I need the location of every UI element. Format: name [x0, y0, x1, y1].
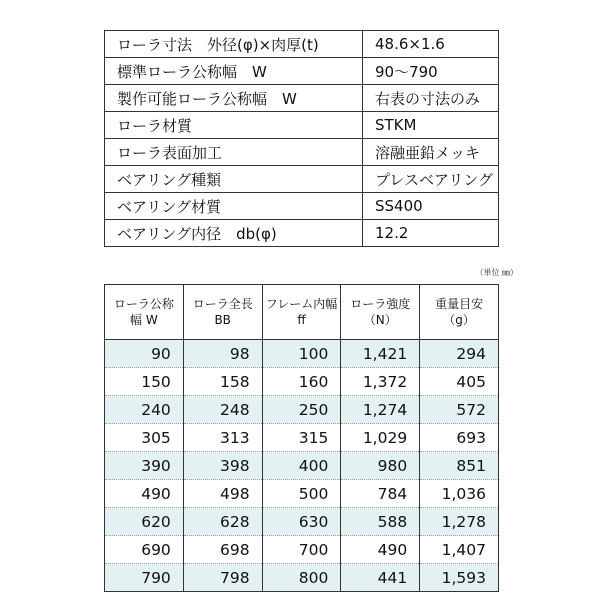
spec-value: SS400 — [363, 193, 499, 220]
column-header-line: ローラ強度 — [350, 297, 411, 311]
table-cell: 700 — [262, 536, 341, 564]
table-cell: 250 — [262, 396, 341, 424]
table-row — [105, 452, 499, 480]
spec-value: 48.6×1.6 — [363, 31, 499, 58]
table-cell: 790 — [105, 564, 184, 592]
spec-label: 標準ローラ公称幅 W — [105, 58, 363, 85]
spec-label: 製作可能ローラ公称幅 W — [105, 85, 363, 112]
spec-label: ローラ材質 — [105, 112, 363, 139]
spec-value: 12.2 — [363, 220, 499, 247]
table-cell: 1,274 — [341, 396, 420, 424]
column-header-line: ローラ公称 — [113, 297, 174, 311]
table-cell: 620 — [105, 508, 184, 536]
spec-row — [105, 220, 499, 247]
table-cell: 315 — [262, 424, 341, 452]
table-cell: 160 — [262, 368, 341, 396]
spec-label: ローラ表面加工 — [105, 139, 363, 166]
table-cell: 1,407 — [420, 536, 499, 564]
column-header — [262, 285, 341, 340]
spec-value: 90〜790 — [363, 58, 499, 85]
spec-value: プレスベアリング — [363, 166, 499, 193]
table-row — [105, 340, 499, 368]
table-cell: 294 — [420, 340, 499, 368]
column-header-line: （g） — [443, 313, 475, 327]
spec-value: 溶融亜鉛メッキ — [363, 139, 499, 166]
table-cell: 1,036 — [420, 480, 499, 508]
spec-label: ローラ寸法 外径(φ)×肉厚(t) — [105, 31, 363, 58]
column-header-line: ff — [297, 313, 306, 327]
column-header-line: BB — [214, 313, 231, 327]
table-cell: 248 — [183, 396, 262, 424]
table-cell: 980 — [341, 452, 420, 480]
column-header — [105, 285, 184, 340]
table-cell: 240 — [105, 396, 184, 424]
table-cell: 588 — [341, 508, 420, 536]
table-cell: 498 — [183, 480, 262, 508]
table-cell: 1,372 — [341, 368, 420, 396]
spec-row — [105, 166, 499, 193]
table-cell: 630 — [262, 508, 341, 536]
table-cell: 690 — [105, 536, 184, 564]
table-cell: 800 — [262, 564, 341, 592]
column-header — [341, 285, 420, 340]
table-cell: 628 — [183, 508, 262, 536]
spec-value: STKM — [363, 112, 499, 139]
header-row — [105, 285, 499, 340]
table-cell: 313 — [183, 424, 262, 452]
table-cell: 698 — [183, 536, 262, 564]
table-row — [105, 508, 499, 536]
table-cell: 693 — [420, 424, 499, 452]
table-row — [105, 368, 499, 396]
spec-row — [105, 112, 499, 139]
unit-note: （単位 ㎜） — [475, 268, 518, 277]
table-cell: 1,029 — [341, 424, 420, 452]
table-cell: 305 — [105, 424, 184, 452]
spec-row — [105, 31, 499, 58]
spec-table-body — [105, 31, 499, 247]
column-header-line: ローラ全長 — [192, 297, 253, 311]
table-cell: 90 — [105, 340, 184, 368]
table-row — [105, 536, 499, 564]
table-cell: 490 — [341, 536, 420, 564]
column-header-line: 幅 W — [130, 313, 158, 327]
table-cell: 798 — [183, 564, 262, 592]
column-header-line: （N） — [363, 313, 397, 327]
table-cell: 100 — [262, 340, 341, 368]
dimension-table-header — [105, 285, 499, 340]
table-cell: 150 — [105, 368, 184, 396]
table-cell: 572 — [420, 396, 499, 424]
table-cell: 1,593 — [420, 564, 499, 592]
table-row — [105, 480, 499, 508]
table-row — [105, 396, 499, 424]
table-cell: 500 — [262, 480, 341, 508]
column-header — [420, 285, 499, 340]
table-cell: 405 — [420, 368, 499, 396]
spec-row — [105, 139, 499, 166]
spec-table — [104, 30, 499, 247]
table-cell: 1,421 — [341, 340, 420, 368]
spec-label: ベアリング内径 db(φ) — [105, 220, 363, 247]
table-cell: 390 — [105, 452, 184, 480]
spec-label: ベアリング材質 — [105, 193, 363, 220]
column-header-line: フレーム内幅 — [265, 297, 338, 311]
table-cell: 490 — [105, 480, 184, 508]
table-cell: 400 — [262, 452, 341, 480]
spec-row — [105, 58, 499, 85]
table-cell: 398 — [183, 452, 262, 480]
spec-label: ベアリング種類 — [105, 166, 363, 193]
column-header-line: 重量目安 — [435, 297, 484, 311]
spec-row — [105, 85, 499, 112]
table-cell: 441 — [341, 564, 420, 592]
table-cell: 1,278 — [420, 508, 499, 536]
table-row — [105, 564, 499, 592]
table-cell: 784 — [341, 480, 420, 508]
table-row — [105, 424, 499, 452]
table-cell: 158 — [183, 368, 262, 396]
spec-row — [105, 193, 499, 220]
table-cell: 98 — [183, 340, 262, 368]
spec-value: 右表の寸法のみ — [363, 85, 499, 112]
table-cell: 851 — [420, 452, 499, 480]
dimension-table — [104, 284, 499, 592]
dimension-table-body — [105, 340, 499, 592]
column-header — [183, 285, 262, 340]
